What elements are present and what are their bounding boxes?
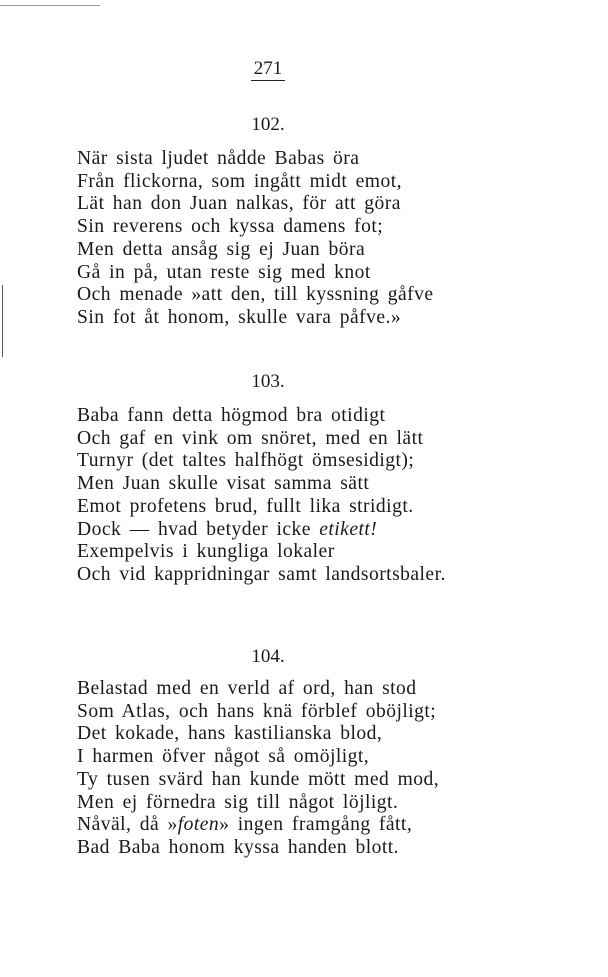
- verse-line: [77, 541, 446, 564]
- margin-mark: [2, 285, 3, 357]
- verse-text: I harmen öfver något så omöjligt,: [77, 746, 370, 768]
- verse-line: [77, 284, 434, 307]
- verse-text: Det kokade, hans kastilianska blod,: [77, 723, 383, 745]
- stanza-number: 102.: [251, 114, 285, 135]
- verse-text: När sista ljudet nådde Babas öra: [77, 148, 360, 169]
- verse-line: [77, 148, 434, 171]
- verse-text: Dock — hvad betyder icke: [77, 518, 320, 540]
- verse-line: [77, 564, 446, 587]
- scan-edge-line: [0, 5, 100, 6]
- verse-line: [77, 473, 446, 496]
- stanza-102: [77, 148, 434, 330]
- page-number-text: 271: [251, 59, 286, 81]
- verse-text: Gå in på, utan reste sig med knot: [77, 261, 371, 283]
- verse-line: [77, 678, 439, 701]
- verse-line: [77, 262, 434, 285]
- verse-text: Som Atlas, och hans knä förblef oböjligt;: [77, 700, 437, 722]
- verse-text: Baba fann detta högmod bra otidigt: [77, 405, 386, 426]
- verse-text: Och menade »att den, till kyssning gåfve: [77, 284, 434, 306]
- verse-text: Bad Baba honom kyssa handen blott.: [77, 836, 399, 858]
- verse-line: [77, 701, 439, 724]
- stanza-number: 103.: [251, 371, 285, 392]
- verse-text: Och gaf en vink om snöret, med en lätt: [77, 427, 424, 449]
- verse-line: [77, 450, 446, 473]
- verse-text: » ingen framgång fått,: [219, 814, 413, 836]
- verse-text: Turnyr (det taltes halfhögt ömsesidigt);: [77, 450, 415, 472]
- verse-text: Från flickorna, som ingått midt emot,: [77, 170, 402, 192]
- verse-line: [77, 307, 434, 330]
- verse-text: Och vid kappridningar samt landsortsbaler.: [77, 563, 446, 585]
- verse-line: [77, 405, 446, 428]
- verse-line: [77, 746, 439, 769]
- italic-text: etikett!: [319, 518, 378, 540]
- verse-text: Men ej förnedra sig till något löjligt.: [77, 791, 399, 813]
- verse-line: [77, 792, 439, 815]
- page-number: [0, 58, 536, 81]
- verse-text: Lät han don Juan nalkas, för att göra: [77, 193, 401, 215]
- verse-text: Emot profetens brud, fullt lika stridigt.: [77, 495, 414, 517]
- stanza-104: [77, 678, 439, 860]
- verse-line: [77, 428, 446, 451]
- verse-text: Nåväl, då »: [77, 814, 178, 836]
- verse-text: Sin fot åt honom, skulle vara påfve.»: [77, 306, 402, 328]
- verse-text: Belastad med en verld af ord, han stod: [77, 678, 417, 699]
- verse-text: Ty tusen svärd han kunde mött med mod,: [77, 768, 440, 790]
- stanza-number: 104.: [251, 646, 285, 667]
- verse-line: [77, 239, 434, 262]
- verse-line: [77, 496, 446, 519]
- verse-line: [77, 837, 439, 860]
- verse-line: [77, 769, 439, 792]
- verse-line: [77, 171, 434, 194]
- verse-line: [77, 216, 434, 239]
- verse-line: [77, 193, 434, 216]
- verse-text: Men Juan skulle visat samma sätt: [77, 473, 370, 495]
- verse-line: [77, 814, 439, 837]
- verse-text: Men detta ansåg sig ej Juan böra: [77, 238, 366, 260]
- verse-line: [77, 519, 446, 542]
- verse-text: Exempelvis i kungliga lokaler: [77, 541, 335, 563]
- italic-text: foten: [177, 814, 220, 836]
- verse-text: Sin reverens och kyssa damens fot;: [77, 216, 384, 238]
- verse-line: [77, 723, 439, 746]
- stanza-103: [77, 405, 446, 587]
